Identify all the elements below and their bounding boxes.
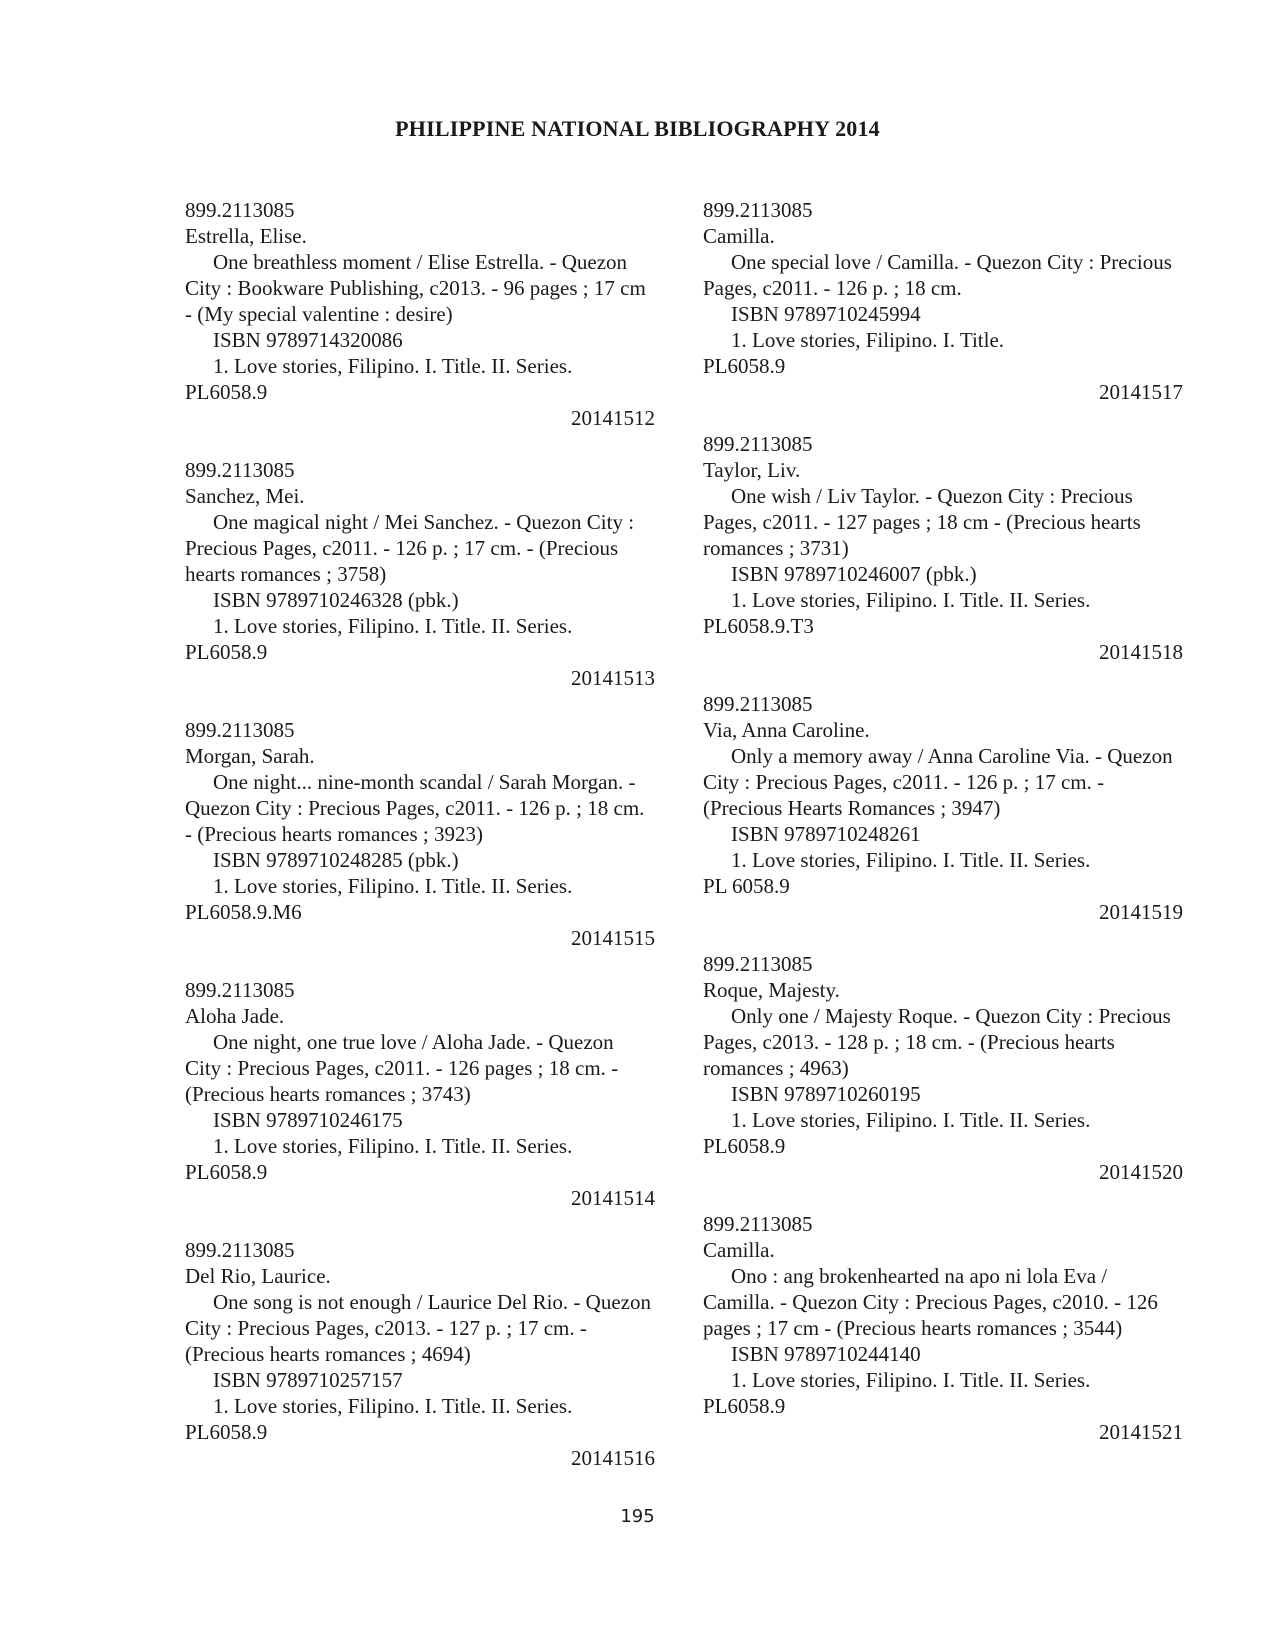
bibliographic-entry (185, 457, 655, 691)
title-description: One song is not enough / Laurice Del Rio. - Quezon City : Precious Pages, c2013. - 127 p. ; 17 cm. - (Precious hearts romances ; 4694) (185, 1290, 651, 1366)
call-number: 899.2113085 (185, 198, 295, 222)
title-description: Only one / Majesty Roque. - Quezon City : Precious Pages, c2013. - 128 p. ; 18 cm. - (Precious hearts romances ; 4963) (703, 1004, 1171, 1080)
title-description: Ono : ang brokenhearted na apo ni lola Eva / Camilla. - Quezon City : Precious Pages, c2010. - 126 pages ; 17 cm - (Precious hearts romances ; 3544) (703, 1264, 1158, 1340)
subject-tracings: 1. Love stories, Filipino. I. Title. II. Series. (213, 614, 573, 638)
call-number: 899.2113085 (703, 432, 813, 456)
isbn: ISBN 9789710246175 (213, 1108, 403, 1132)
title-description: One wish / Liv Taylor. - Quezon City : Precious Pages, c2011. - 127 pages ; 18 cm - (Precious hearts romances ; 3731) (703, 484, 1141, 560)
lc-class-number: PL6058.9.M6 (185, 900, 302, 924)
author-heading: Roque, Majesty. (703, 978, 840, 1002)
lc-class-number: PL6058.9 (185, 640, 268, 664)
author-heading: Camilla. (703, 1238, 775, 1262)
subject-tracings: 1. Love stories, Filipino. I. Title. II. Series. (731, 588, 1091, 612)
author-heading: Sanchez, Mei. (185, 484, 305, 508)
accession-number: 20141517 (1099, 380, 1183, 404)
subject-tracings: 1. Love stories, Filipino. I. Title. (731, 328, 1005, 352)
lc-class-number: PL6058.9 (185, 1420, 268, 1444)
isbn: ISBN 9789710260195 (731, 1082, 921, 1106)
page-number: 195 (620, 1506, 655, 1527)
isbn: ISBN 9789710245994 (731, 302, 921, 326)
bibliographic-entry (185, 197, 655, 431)
call-number: 899.2113085 (185, 458, 295, 482)
author-heading: Aloha Jade. (185, 1004, 285, 1028)
call-number: 899.2113085 (703, 198, 813, 222)
bibliographic-entry (703, 431, 1183, 665)
accession-number: 20141515 (571, 926, 655, 950)
left-column (185, 197, 655, 1497)
call-number: 899.2113085 (185, 1238, 295, 1262)
title-description: One magical night / Mei Sanchez. - Quezon City : Precious Pages, c2011. - 126 p. ; 17 cm. - (Precious hearts romances ; 3758) (185, 510, 635, 586)
subject-tracings: 1. Love stories, Filipino. I. Title. II. Series. (213, 354, 573, 378)
call-number: 899.2113085 (703, 1212, 813, 1236)
page-title: PHILIPPINE NATIONAL BIBLIOGRAPHY 2014 (395, 116, 880, 141)
title-description: One breathless moment / Elise Estrella. - Quezon City : Bookware Publishing, c2013. - 96 pages ; 17 cm - (My special valentine : desire) (185, 250, 646, 326)
call-number: 899.2113085 (185, 978, 295, 1002)
bibliographic-entry (185, 717, 655, 951)
author-heading: Morgan, Sarah. (185, 744, 315, 768)
isbn: ISBN 9789710257157 (213, 1368, 403, 1392)
lc-class-number: PL6058.9 (703, 1394, 786, 1418)
isbn: ISBN 9789714320086 (213, 328, 403, 352)
subject-tracings: 1. Love stories, Filipino. I. Title. II. Series. (731, 1108, 1091, 1132)
lc-class-number: PL6058.9 (185, 380, 268, 404)
bibliographic-entry (185, 1237, 655, 1471)
accession-number: 20141519 (1099, 900, 1183, 924)
accession-number: 20141513 (571, 666, 655, 690)
lc-class-number: PL 6058.9 (703, 874, 790, 898)
right-column (703, 197, 1183, 1471)
subject-tracings: 1. Love stories, Filipino. I. Title. II. Series. (213, 1394, 573, 1418)
isbn: ISBN 9789710244140 (731, 1342, 921, 1366)
call-number: 899.2113085 (185, 718, 295, 742)
subject-tracings: 1. Love stories, Filipino. I. Title. II. Series. (213, 874, 573, 898)
author-heading: Taylor, Liv. (703, 458, 801, 482)
call-number: 899.2113085 (703, 952, 813, 976)
subject-tracings: 1. Love stories, Filipino. I. Title. II. Series. (731, 848, 1091, 872)
accession-number: 20141514 (571, 1186, 655, 1210)
accession-number: 20141521 (1099, 1420, 1183, 1444)
author-heading: Estrella, Elise. (185, 224, 307, 248)
bibliographic-entry (703, 197, 1183, 405)
lc-class-number: PL6058.9 (703, 1134, 786, 1158)
title-description: One night... nine-month scandal / Sarah Morgan. - Quezon City : Precious Pages, c2011. - 126 p. ; 18 cm. - (Precious hearts romances ; 3923) (185, 770, 645, 846)
subject-tracings: 1. Love stories, Filipino. I. Title. II. Series. (213, 1134, 573, 1158)
title-description: Only a memory away / Anna Caroline Via. - Quezon City : Precious Pages, c2011. - 126 p. ; 17 cm. - (Precious Hearts Romances ; 3947) (703, 744, 1173, 820)
author-heading: Via, Anna Caroline. (703, 718, 870, 742)
bibliographic-entry (703, 951, 1183, 1185)
bibliographic-entry (703, 1211, 1183, 1445)
bibliographic-entry (185, 977, 655, 1211)
call-number: 899.2113085 (703, 692, 813, 716)
accession-number: 20141518 (1099, 640, 1183, 664)
isbn: ISBN 9789710248261 (731, 822, 921, 846)
accession-number: 20141516 (571, 1446, 655, 1470)
subject-tracings: 1. Love stories, Filipino. I. Title. II. Series. (731, 1368, 1091, 1392)
lc-class-number: PL6058.9.T3 (703, 614, 814, 638)
title-description: One night, one true love / Aloha Jade. - Quezon City : Precious Pages, c2011. - 126 pages ; 18 cm. - (Precious hearts romances ; 3743) (185, 1030, 619, 1106)
title-description: One special love / Camilla. - Quezon City : Precious Pages, c2011. - 126 p. ; 18 cm. (703, 250, 1172, 300)
lc-class-number: PL6058.9 (185, 1160, 268, 1184)
isbn: ISBN 9789710248285 (pbk.) (213, 848, 459, 872)
author-heading: Camilla. (703, 224, 775, 248)
author-heading: Del Rio, Laurice. (185, 1264, 331, 1288)
accession-number: 20141520 (1099, 1160, 1183, 1184)
isbn: ISBN 9789710246007 (pbk.) (731, 562, 977, 586)
isbn: ISBN 9789710246328 (pbk.) (213, 588, 459, 612)
lc-class-number: PL6058.9 (703, 354, 786, 378)
bibliographic-entry (703, 691, 1183, 925)
accession-number: 20141512 (571, 406, 655, 430)
